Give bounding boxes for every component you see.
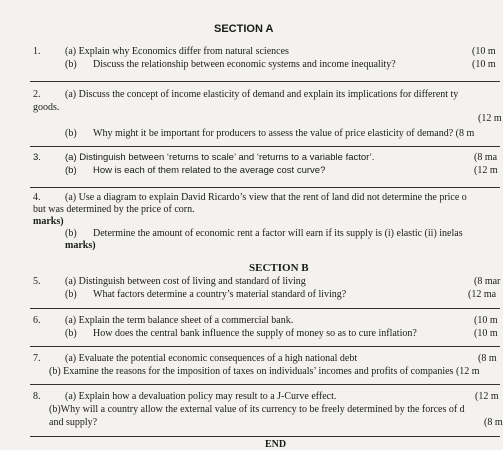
question-4a-continuation: but was determined by the price of corn. <box>33 204 195 215</box>
divider <box>30 81 500 82</box>
question-3a-text: (a) Distinguish between ‘returns to scale’ and ‘returns to a variable factor’. <box>65 152 375 163</box>
question-2b-label: (b) <box>65 128 77 139</box>
question-5b-text: What factors determine a country’s material standard of living? <box>93 289 347 300</box>
question-8-number: 8. <box>33 391 41 402</box>
divider <box>30 146 500 147</box>
question-6a-marks: (10 m <box>474 315 498 326</box>
section-a-heading: SECTION A <box>214 23 274 35</box>
question-3b-label: (b) <box>65 165 77 176</box>
question-5b-label: (b) <box>65 289 77 300</box>
question-4b-marks: marks) <box>65 240 96 251</box>
question-4b-text: Determine the amount of economic rent a factor will earn if its supply is (i) elastic (ii) inelas <box>93 228 463 239</box>
question-6a-text: (a) Explain the term balance sheet of a commercial bank. <box>65 315 294 326</box>
divider <box>30 308 500 309</box>
question-2a-text: (a) Discuss the concept of income elasticity of demand and explain its implications for different ty <box>65 89 459 100</box>
question-6b-label: (b) <box>65 328 77 339</box>
end-marker: END <box>265 439 287 450</box>
question-2b-text: Why might it be important for producers to assess the value of price elasticity of demand? (8 m <box>93 128 475 139</box>
question-5-number: 5. <box>33 276 41 287</box>
divider <box>30 384 500 385</box>
question-4a-marks: marks) <box>33 216 64 227</box>
section-b-heading: SECTION B <box>249 262 309 274</box>
question-1a-text: (a) Explain why Economics differ from natural sciences <box>65 46 289 57</box>
question-7a-text: (a) Evaluate the potential economic consequences of a high national debt <box>65 353 358 364</box>
question-8b-marks: (8 m <box>484 417 503 428</box>
question-2a-continuation: goods. <box>33 102 60 113</box>
question-3b-marks: (12 m <box>474 165 498 176</box>
question-6b-marks: (10 m <box>474 328 498 339</box>
question-8b-continuation: and supply? <box>49 417 98 428</box>
divider <box>30 187 500 188</box>
question-2a-marks: (12 m <box>478 113 502 124</box>
question-4b-label: (b) <box>65 228 77 239</box>
question-7a-marks: (8 m <box>478 353 497 364</box>
question-7b-text: (b) Examine the reasons for the imposition of taxes on individuals’ incomes and profits of companies (12 m <box>49 366 480 377</box>
question-3b-text: How is each of them related to the average cost curve? <box>93 165 326 176</box>
question-1a-marks: (10 m <box>472 46 496 57</box>
question-3-number: 3. <box>33 152 41 163</box>
question-1b-label: (b) <box>65 59 77 70</box>
question-2-number: 2. <box>33 89 41 100</box>
question-1b-marks: (10 m <box>472 59 496 70</box>
question-8a-text: (a) Explain how a devaluation policy may result to a J-Curve effect. <box>65 391 337 402</box>
question-8a-marks: (12 m <box>475 391 499 402</box>
divider <box>30 436 500 437</box>
question-6-number: 6. <box>33 315 41 326</box>
question-4a-text: (a) Use a diagram to explain David Ricardo’s view that the rent of land did not determine the price o <box>65 192 467 203</box>
question-3a-marks: (8 ma <box>474 152 498 163</box>
question-7-number: 7. <box>33 353 41 364</box>
question-5a-text: (a) Distinguish between cost of living and standard of living <box>65 276 306 287</box>
question-1b-text: Discuss the relationship between economic systems and income inequality? <box>93 59 396 70</box>
question-5a-marks: (8 mar <box>474 276 501 287</box>
question-8b-text: (b)Why will a country allow the external value of its currency to be freely determined by the forces of d <box>49 404 465 415</box>
divider <box>30 346 500 347</box>
question-5b-marks: (12 ma <box>468 289 497 300</box>
question-4-number: 4. <box>33 192 41 203</box>
question-1-number: 1. <box>33 46 41 57</box>
question-6b-text: How does the central bank influence the supply of money so as to cure inflation? <box>93 328 417 339</box>
